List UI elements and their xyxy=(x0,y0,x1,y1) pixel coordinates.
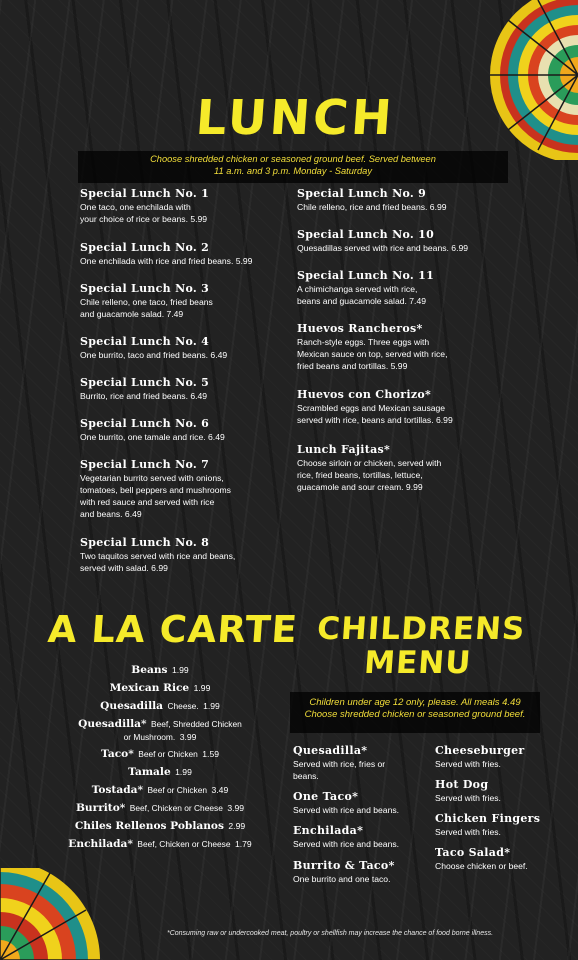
lunch-item-desc: Mexican sauce on top, served with rice, xyxy=(297,349,448,359)
a-la-carte-item-continued xyxy=(40,729,280,744)
a-la-carte-item-detail: Beef or Chicken xyxy=(138,749,198,759)
lunch-item-name: Lunch Fajitas* xyxy=(297,443,391,456)
lunch-item xyxy=(80,335,227,361)
lunch-item-name: Special Lunch No. 9 xyxy=(297,187,427,200)
lunch-item-desc: Quesadillas served with rice and beans. 6.99 xyxy=(297,243,469,253)
lunch-item-name: Special Lunch No. 1 xyxy=(80,187,210,200)
kids-item xyxy=(293,859,395,885)
a-la-carte-item xyxy=(40,698,280,713)
lunch-item xyxy=(297,228,468,254)
a-la-carte-item-price: 1.99 xyxy=(203,701,220,711)
lunch-note-line2: 11 a.m. and 3 p.m. Monday - Saturday xyxy=(214,166,372,176)
a-la-carte-item-name: Quesadilla* xyxy=(78,718,147,730)
lunch-item-desc: rice, fried beans, tortillas, lettuce, xyxy=(297,470,423,480)
a-la-carte-item xyxy=(40,800,280,815)
a-la-carte-item xyxy=(40,818,280,833)
a-la-carte-item-price: 3.99 xyxy=(179,732,197,742)
lunch-item-desc: One taco, one enchilada with xyxy=(80,202,191,212)
childrens-menu-note-line2: Choose shredded chicken or seasoned ground beef. xyxy=(304,709,526,720)
lunch-item xyxy=(297,269,434,307)
lunch-item-desc: Scrambled eggs and Mexican sausage xyxy=(297,403,446,413)
lunch-item-desc: guacamole and sour cream. 9.99 xyxy=(297,482,423,492)
childrens-menu-note-line1: Children under age 12 only, please. All meals 4.49 xyxy=(309,697,521,708)
a-la-carte-item xyxy=(40,680,280,695)
childrens-menu-title-line2: MENU xyxy=(362,645,473,681)
lunch-item-desc: One burrito, one tamale and rice. 6.49 xyxy=(80,432,225,442)
a-la-carte-item-price: 1.79 xyxy=(234,839,252,849)
lunch-item-desc: fried beans and tortillas. 5.99 xyxy=(297,361,408,371)
a-la-carte-item-name: Enchilada* xyxy=(68,838,133,850)
lunch-item-desc: Vegetarian burrito served with onions, xyxy=(80,473,224,483)
a-la-carte-item-detail: Cheese. xyxy=(167,701,199,711)
kids-item-desc: Served with rice and beans. xyxy=(293,805,400,815)
lunch-item-name: Special Lunch No. 3 xyxy=(80,282,210,295)
a-la-carte-item-detail: Beef, Chicken or Cheese xyxy=(129,803,223,813)
lunch-item-desc: beans and guacamole salad. 7.49 xyxy=(297,296,427,306)
kids-item xyxy=(435,744,525,770)
a-la-carte-item-price: 2.99 xyxy=(228,821,246,831)
lunch-item xyxy=(80,376,209,402)
a-la-carte-item-name: Taco* xyxy=(100,748,134,760)
lunch-item-desc: A chimichanga served with rice, xyxy=(297,284,418,294)
lunch-item-desc: Choose sirloin or chicken, served with xyxy=(297,458,442,468)
kids-item-desc: beans. xyxy=(293,771,319,781)
kids-item-name: Enchilada* xyxy=(293,824,364,837)
a-la-carte-item-detail: Beef, Shredded Chicken xyxy=(151,719,242,729)
lunch-item-name: Special Lunch No. 6 xyxy=(80,417,210,430)
lunch-item-desc: One burrito, taco and fried beans. 6.49 xyxy=(80,350,228,360)
a-la-carte-item-name: Chiles Rellenos Poblanos xyxy=(74,820,224,832)
lunch-note-line1: Choose shredded chicken or seasoned ground beef. Served between xyxy=(150,154,436,164)
kids-item-desc: Choose chicken or beef. xyxy=(435,861,528,871)
a-la-carte-item-price: 3.49 xyxy=(211,785,229,795)
lunch-item xyxy=(80,536,235,574)
a-la-carte-item-price: 3.99 xyxy=(227,803,245,813)
childrens-menu-title-line1: CHILDRENS xyxy=(315,611,527,647)
lunch-item-desc: with red sauce and served with rice xyxy=(80,497,215,507)
kids-item xyxy=(435,778,501,804)
lunch-item-name: Special Lunch No. 10 xyxy=(297,228,435,241)
a-la-carte-item-detail: Beef, Chicken or Cheese xyxy=(137,839,231,849)
kids-item-desc: Served with fries. xyxy=(435,759,501,769)
kids-item xyxy=(293,790,399,816)
lunch-title: LUNCH xyxy=(194,90,397,146)
lunch-item xyxy=(297,187,447,213)
kids-item-name: Quesadilla* xyxy=(293,744,368,757)
a-la-carte-item-price: 1.59 xyxy=(202,749,220,759)
kids-item-desc: One burrito and one taco. xyxy=(293,874,391,884)
lunch-item-name: Special Lunch No. 7 xyxy=(80,458,210,471)
lunch-item-name: Special Lunch No. 8 xyxy=(80,536,210,549)
kids-item xyxy=(293,824,399,850)
a-la-carte-item xyxy=(40,662,280,677)
a-la-carte-item xyxy=(40,764,280,779)
a-la-carte-item-price: 1.99 xyxy=(193,683,211,693)
a-la-carte-item-price: 1.99 xyxy=(171,665,189,675)
lunch-item-desc: served with salad. 6.99 xyxy=(80,563,168,573)
lunch-item-desc: Two taquitos served with rice and beans, xyxy=(80,551,236,561)
a-la-carte-item-name: Tostada* xyxy=(91,784,144,796)
a-la-carte-item-name: Burrito* xyxy=(75,802,126,814)
lunch-item xyxy=(297,322,447,372)
lunch-item xyxy=(80,458,231,520)
lunch-item-desc: and guacamole salad. 7.49 xyxy=(80,309,184,319)
lunch-item-desc: Ranch-style eggs. Three eggs with xyxy=(297,337,430,347)
lunch-item-desc: tomatoes, bell peppers and mushrooms xyxy=(80,485,231,495)
kids-item-name: Taco Salad* xyxy=(435,846,511,859)
childrens-menu-title xyxy=(314,612,525,680)
lunch-item-name: Huevos con Chorizo* xyxy=(297,388,432,401)
kids-item-name: One Taco* xyxy=(293,790,359,803)
a-la-carte-item-name: Tamale xyxy=(128,766,171,778)
lunch-item-desc: One enchilada with rice and fried beans. 5.99 xyxy=(80,256,253,266)
lunch-item xyxy=(297,388,453,426)
kids-item xyxy=(435,846,528,872)
kids-item xyxy=(293,744,385,782)
a-la-carte-item-name: Beans xyxy=(131,664,168,676)
kids-item-name: Chicken Fingers xyxy=(435,812,541,825)
a-la-carte-item-name: Mexican Rice xyxy=(109,682,190,694)
a-la-carte-item-detail: Beef or Chicken xyxy=(147,785,208,795)
lunch-item-desc: your choice of rice or beans. 5.99 xyxy=(80,214,208,224)
a-la-carte-item-detail: or Mushroom. xyxy=(123,732,176,742)
kids-item-desc: Served with fries. xyxy=(435,827,501,837)
lunch-item-name: Huevos Rancheros* xyxy=(297,322,423,335)
kids-item-name: Burrito & Taco* xyxy=(293,859,395,872)
lunch-item xyxy=(80,241,252,267)
lunch-item-name: Special Lunch No. 4 xyxy=(80,335,210,348)
a-la-carte-item xyxy=(40,782,280,797)
kids-item xyxy=(435,812,540,838)
lunch-item xyxy=(297,443,441,493)
a-la-carte-title: A LA CARTE xyxy=(46,608,300,651)
lunch-item xyxy=(80,282,213,320)
lunch-item-name: Special Lunch No. 11 xyxy=(297,269,435,282)
food-safety-disclaimer: *Consuming raw or undercooked meat, poultry or shellfish may increase the chance of food borne illness. xyxy=(166,930,494,937)
lunch-item xyxy=(80,187,209,225)
lunch-item-name: Special Lunch No. 2 xyxy=(80,241,210,254)
lunch-item xyxy=(80,417,225,443)
lunch-item-desc: Chile relleno, one taco, fried beans xyxy=(80,297,213,307)
childrens-menu-note xyxy=(290,692,540,733)
a-la-carte-item xyxy=(40,836,280,851)
a-la-carte-item xyxy=(40,746,280,761)
lunch-item-name: Special Lunch No. 5 xyxy=(80,376,210,389)
a-la-carte-item-name: Quesadilla xyxy=(100,700,163,712)
lunch-item-desc: and beans. 6.49 xyxy=(80,509,142,519)
lunch-item-desc: Burrito, rice and fried beans. 6.49 xyxy=(80,391,208,401)
kids-item-desc: Served with fries. xyxy=(435,793,501,803)
a-la-carte-item-price: 1.99 xyxy=(175,767,192,777)
lunch-note xyxy=(78,151,508,183)
kids-item-name: Hot Dog xyxy=(435,778,489,791)
lunch-item-desc: Chile relleno, rice and fried beans. 6.99 xyxy=(297,202,447,212)
kids-item-name: Cheeseburger xyxy=(435,744,525,757)
kids-item-desc: Served with rice and beans. xyxy=(293,839,400,849)
lunch-item-desc: served with rice, beans and tortillas. 6.99 xyxy=(297,415,453,425)
kids-item-desc: Served with rice, fries or xyxy=(293,759,386,769)
